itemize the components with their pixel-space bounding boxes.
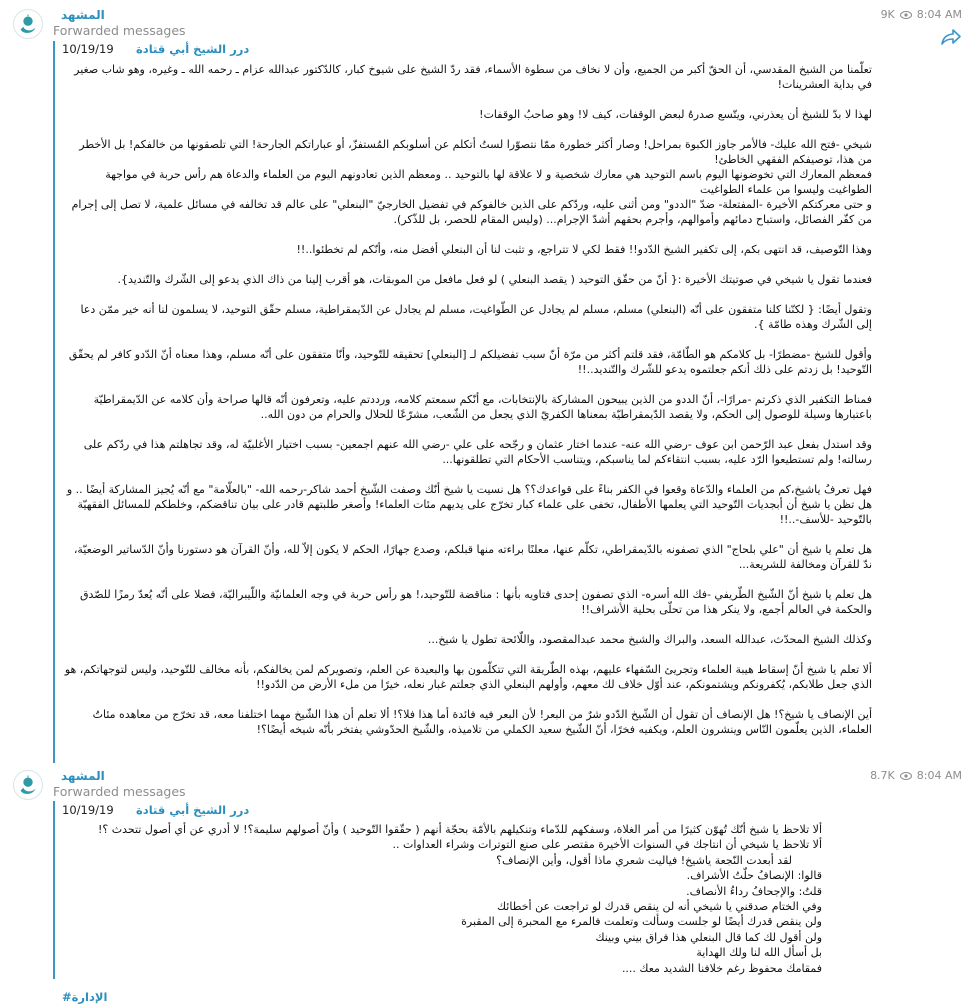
message-meta xyxy=(870,769,962,782)
paragraph: لهذا لا بدّ للشيخ أن يعذرني، ويتّسع صدرهُ لبعض الوقفات، كيف لا! وهو صاحبُ الوقفات! xyxy=(479,108,872,121)
forwarded-label: Forwarded messages xyxy=(53,23,186,38)
channel-avatar[interactable] xyxy=(13,770,43,800)
paragraph: فهل تعرفُ ياشيخ،كم من العلماء والدّعاة وقعوا في الكفر بناءً على قواعدك؟؟ هل نسيت يا شيخ أنّك وصفت الشّيخ أحمد شاكر-رحمه الله- "بالعلّامة" مع أنّه يُجيز المشاركة أيضًا .. و هل تظن يا شيخ أن أبجديات التّوحيد التي يعلمها الأطفال، تخفى على علماء كبار تخرّج على يديهم مئات العلماء! وأصغر طلبتهم قادر على بيان تناقضكم، وخلطكم للمسائل الفقهيّة بالتّوحيد -للأسف-..!! xyxy=(66,483,872,526)
share-icon[interactable] xyxy=(940,27,962,47)
text-line: قالوا: الإنصافُ حلّتُ الأشراف. xyxy=(686,869,822,883)
channel-logo-icon xyxy=(14,771,42,799)
forward-date: 10/19/19 xyxy=(62,803,114,817)
message-body xyxy=(62,822,822,976)
paragraph: هل تعلم يا شيخ أن "علي بلحاج" الذي تصفونه بالدّيمقراطي، تكلّم عنها، معلنًا براءته منها قبلكم، وصدع جهارًا، الحكم لا يكون إلاّ لله، وأنّ القرآن هو دستورنا وأنّ الدّساتير الوضعيّة، ندّ للقرآن ومخالفة للشريعة... xyxy=(73,543,872,571)
channel-name[interactable]: المشهد xyxy=(61,769,105,783)
paragraph: وتقول أيضًا: { لكنّنا كلنا متفقون على أنّه (البنعلي) مسلم، مسلم لم يجادل عن الطّواغيت، مسلم لم يجادل عن الدّيمقراطية، مسلم حقّق التوحيد، لا يسلمون لنا أنه خير ممّن دعا إلى الشّرك وهذه طامّة }. xyxy=(80,303,872,331)
message-time: 8:04 AM xyxy=(916,769,962,782)
text-line: لقد أبعدت النّجعة ياشيخ! فياليت شعري ماذا أقول، وأين الإنصاف؟ xyxy=(496,853,792,867)
forwarded-label: Forwarded messages xyxy=(53,784,186,799)
forward-date: 10/19/19 xyxy=(62,42,114,56)
paragraph: تعلّمنا من الشيخ المقدسي، أن الحقّ أكبر من الجميع، وأن لا نخاف من سطوة الأسماء، فقد ردّ الشيخ على شيوخ كبار، كالدّكتور عبدالله عزام ـ رحمه الله ـ وغيره، وهو شاب صغير في بداية العشرينات! xyxy=(74,63,872,91)
paragraph: وقد استدل بفعل عبد الرّحمن ابن عوف -رضي الله عنه- عندما اختار عثمان و رجّحه على علي -رضي الله عنهم اجمعين- بسبب اختيار الأغلبيّة له، وقد تجاهلتم هذا في ردّكم على رسالته! ولم تستطيعوا الرّد عليه، بسبب انتقاءكم لما يناسبكم، ويتناسب الأحكام التي تطلقونها... xyxy=(83,438,872,466)
paragraph: فمعظم المعارك التي تخوضونها اليوم باسم التوحيد هي معارك شخصية و لا علاقة لها بالتوحيد .. ومعظم الذين تعادونهم اليوم من العلماء والدعاة هم رأس حربة في مواجهة الطواغيت وليسوا من علماء الطواغيت xyxy=(105,168,872,196)
view-count: 8.7K xyxy=(870,769,895,782)
paragraph: و حتى معركتكم الأخيرة -المفتعلة- ضدّ "الددو" ومن أثنى عليه، وردّكم على الذين خالفوكم في تفضيل الخارجيّ "البنعلي" على عالم قد تخالفه في مسائل علمية، لا تصل إلى إجرام من كفّر الفصائل، واستباح دمائهم وأموالهم، وأجرم بحقهم أشدّ الإجرام... (وليس المقام للحصر، بل للذّكر). xyxy=(71,198,872,226)
text-line: قلتُ: والإجحافُ رداءُ الأنصاف. xyxy=(686,884,822,898)
paragraph: فمناط التكفير الذي ذكرتم -مرارًا-، أنّ الددو من الذين يبيحون المشاركة بالإنتخابات، مع أنّكم سمعتم كلامه، ورددتم عليه، وتعرفون أنّه قالها صراحة وأن كلامه عن الدّيمقراطيّة باعتبارها وسيلة للوصول إلى الحكم، ولا يقصد الدّيمقراطيّة بمعناها الكفريّ الذي يجعل من الشّعب، مشرّعًا للحلال والحرام من دون الله.. xyxy=(93,393,872,421)
paragraph: ألا تعلم يا شيخ أنّ إسقاط هيبة العلماء وتجريئ السّفهاء عليهم، بهذه الطّريقة التي تتكلّمون بها والبعيدة عن العلم، وتصويركم لمن يخالفكم، بأنه مخالف للتّوحيد، وليس لتوجهاتكم، هو الذي جعل طلابكم، يُكفرونكم ويشتمونكم، عند أوّل خلاف لك معهم، وأولهم البنعلي الذي جعلتم غبار نعله، خيرًا من ملء الأرض من الدّدو!! xyxy=(64,663,872,691)
forward-quote-bar xyxy=(53,41,55,763)
channel-logo-icon xyxy=(14,10,42,38)
text-line: وفي الختام صدقني يا شيخي أنه لن ينقص قدرك لو تراجعت عن أخطائك xyxy=(497,900,822,914)
view-count: 9K xyxy=(880,8,895,21)
text-line: ألا تلاحظ يا شيخ أنّك تُهوّن كثيرًا من أمر الغلاة، وسفكهم للدّماء وتنكيلهم بالأمّة بحجّة أنهم ( حقّقوا التّوحيد ) وأنّ أصولهم سليمة؟! لا أدري عن أي أصول تتحدث ؟! xyxy=(98,823,822,836)
forward-source-name[interactable]: درر الشيخ أبي قتادة xyxy=(136,803,250,817)
paragraph: فعندما تقول يا شيخي في صوتيتك الأخيرة :{ أنّ من حقّق التوحيد ( يقصد البنعلي ) لو فعل مافعل من الموبقات، هو أقرب إلينا من ذاك الذي يدعو إلى الشّرك والتّنديد}. xyxy=(117,273,872,286)
hashtag-link[interactable]: #الإدارة xyxy=(62,990,108,1004)
paragraph: وأقول للشيخ -مضطرًا- بل كلامكم هو الطّامّة، فقد قلتم أكثر من مرّة أنّ سبب تفضيلكم لـ [البنعلي] تحقيقه للتّوحيد، وأنّا متفقون على أنّه مسلم، وهذا معناه أنّ الدّدو كافر لم يحقّق التّوحيد! بل زدتم على ذلك أنكم جعلتموه يدعو للشّرك والتّنديد..!! xyxy=(68,348,872,376)
message-time: 8:04 AM xyxy=(916,8,962,21)
paragraph: وكذلك الشيخ المحدّث، عبدالله السعد، والبراك والشيخ محمد عبدالمقصود، واللّائحة تطول يا شيخ... xyxy=(427,633,872,646)
channel-avatar[interactable] xyxy=(13,9,43,39)
text-line: ألا تلاحظ يا شيخي أن انتاجك في السنوات الأخيرة مقتصر على صنع التوترات وشراء العداوات .. xyxy=(392,838,822,852)
message-meta xyxy=(881,8,962,21)
text-line: ولن ينقص قدرك أيضًا لو جلست وسألت وتعلمت فالمرء مع المحبرة إلى المقبرة xyxy=(461,915,822,929)
text-line: فمقامك محفوظ رغم خلافنا الشديد معك .... xyxy=(621,961,822,975)
paragraph: وهذا التّوصيف، قد انتهى بكم، إلى تكفير الشيخ الدّدو!! فقط لكي لا تتراجع، و تثبت لنا أن البنعلي أفضل منه، وأنّكم لم تخطئوا..!! xyxy=(296,243,872,256)
eye-icon xyxy=(900,772,912,780)
text-line: ولن أقول لك كما قال البنعلي هذا فراق بيني وبينك xyxy=(595,930,822,944)
message-body xyxy=(62,62,872,737)
text-line: بل أسأل الله لنا ولك الهداية xyxy=(696,946,822,960)
forward-quote-bar xyxy=(53,801,55,979)
forward-source-name[interactable]: درر الشيخ أبي قتادة xyxy=(136,42,250,56)
paragraph: شيخي -فتح الله عليك- فالأمر جاوز الكبوة بمراحل! وصار أكثر خطورة ممّا نتصوّرا لستُ أتكلم عن أسلوبكم المُستفزّ، أو عباراتكم الجارحة! التي تلصقونها من خالفكم! بل الأخطر من هذا، توصيفكم الفقهي الخاطئ! xyxy=(79,138,872,166)
eye-icon xyxy=(900,11,912,19)
paragraph: هل تعلم يا شيخ أنّ الشّيخ الطّريفي -فك الله أسره- الذي تصفون إحدى فتاويه بأنها : مناقضة للتّوحيد،! هو رأس حربة في وجه العلمانيّة واللّيبراليّة، فضلا على أنّه يُعدّ رمزًا للصّدق والحكمة في العالم أجمع، ولا ينكر هذا من تحلّى بحلية الأشراف!! xyxy=(79,588,872,616)
channel-name[interactable]: المشهد xyxy=(61,8,105,22)
paragraph: أين الإنصاف يا شيخ؟! هل الإنصاف أن تقول أن الشّيخ الدّدو شرٌ من البعر! لأن البعر فيه فائدة أما هذا فلا؟! ألا تعلم أن هذا الشّيخ مهما اختلفنا معه، قد تخرّج من معاهده مئاتُ العلماء، الذين يعلّمون النّاس وينشرون العلم، ويكفيه فخرًا، أنّ الشّيخ سعيد الكملي من تلاميذه، والشّيخ الحدّوشي يفتخر بأنّه شيخه أيضًا؟! xyxy=(92,708,872,736)
